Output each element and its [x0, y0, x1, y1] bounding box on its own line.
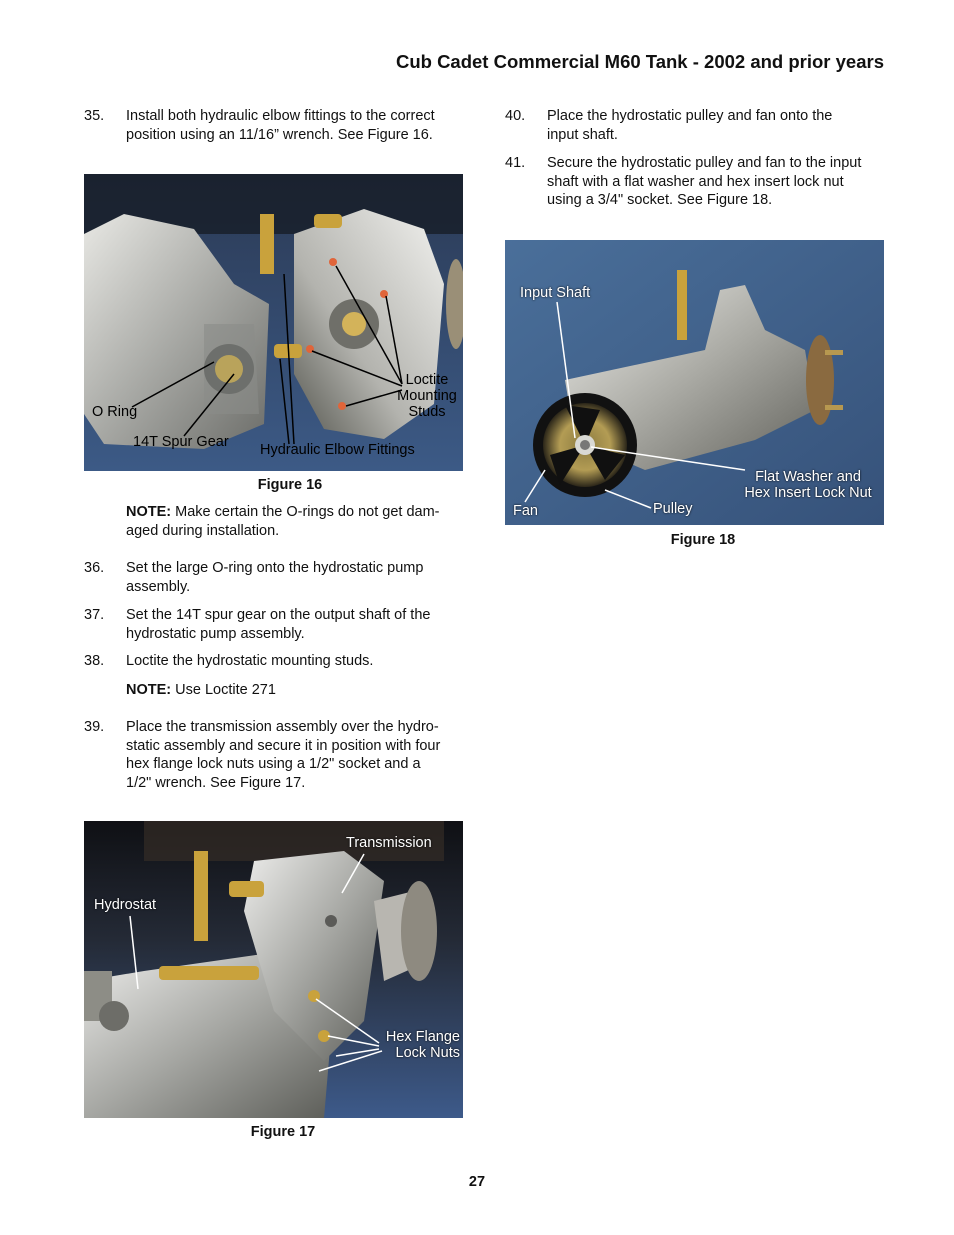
step-36: [84, 559, 474, 599]
step-number: 38.: [84, 653, 105, 669]
figure-17-label-hex-nuts: Hex Flange Lock Nuts: [385, 1029, 460, 1061]
figure-18-label-pulley: Pulley: [653, 501, 693, 517]
step-number: 39.: [84, 719, 105, 735]
page-number: 27: [468, 1174, 486, 1190]
figure-17-label-hydrostat: Hydrostat: [94, 897, 157, 913]
step-text: Loctite the hydrostatic mounting studs.: [126, 653, 374, 669]
figure-18-label-washer-nut: Flat Washer and Hex Insert Lock Nut: [744, 469, 872, 501]
figure-18-caption: Figure 18: [670, 532, 736, 548]
figure-17-photo: [84, 821, 463, 1118]
step-40: [505, 107, 895, 147]
step-text: Set the large O-ring onto the hydrostatic pump assembly.: [126, 560, 424, 595]
figure-16-illustration: [84, 174, 463, 471]
step-41: [505, 154, 895, 214]
page-header-title: Cub Cadet Commercial M60 Tank - 2002 and prior years: [395, 51, 884, 72]
figure-16-photo: [84, 174, 463, 471]
step-number: 37.: [84, 607, 105, 623]
figure-17-caption: Figure 17: [250, 1124, 316, 1140]
figure-18-label-fan: Fan: [513, 503, 538, 519]
step-text: Place the transmission assembly over the hydro- static assembly and secure it in position with four hex flange lock nuts using a 1/2" socket and a 1/2" wrench. See Figure 17.: [126, 719, 441, 791]
step-text: Place the hydrostatic pulley and fan onto the input shaft.: [547, 108, 833, 143]
figure-16-label-spur-gear: 14T Spur Gear: [133, 434, 229, 450]
step-37: [84, 606, 474, 646]
step-number: 40.: [505, 108, 526, 124]
note-loctite: NOTE: Use Loctite 271: [126, 682, 276, 698]
step-text: Install both hydraulic elbow fittings to the correct position using an 11/16” wrench. See Figure 16.: [126, 108, 435, 143]
figure-17-illustration: [84, 821, 463, 1118]
step-35: [84, 107, 474, 147]
note-o-rings: NOTE: Make certain the O-rings do not get dam- aged during installation.: [126, 504, 440, 539]
figure-16-caption: Figure 16: [257, 477, 323, 493]
step-number: 35.: [84, 108, 105, 124]
step-text: Set the 14T spur gear on the output shaft of the hydrostatic pump assembly.: [126, 607, 431, 642]
step-text: Secure the hydrostatic pulley and fan to the input shaft with a flat washer and hex insert lock nut using a 3/4" socket. See Figure 18.: [547, 155, 862, 209]
figure-16-label-elbow-fittings: Hydraulic Elbow Fittings: [260, 442, 415, 458]
figure-18-label-input-shaft: Input Shaft: [520, 285, 591, 301]
step-39: [84, 718, 474, 796]
step-number: 41.: [505, 155, 526, 171]
figure-17-label-transmission: Transmission: [346, 835, 432, 851]
figure-16-label-o-ring: O Ring: [92, 404, 138, 420]
figure-16-label-loctite: Loctite Mounting Studs: [397, 372, 457, 420]
step-38: [84, 652, 474, 672]
step-number: 36.: [84, 560, 105, 576]
